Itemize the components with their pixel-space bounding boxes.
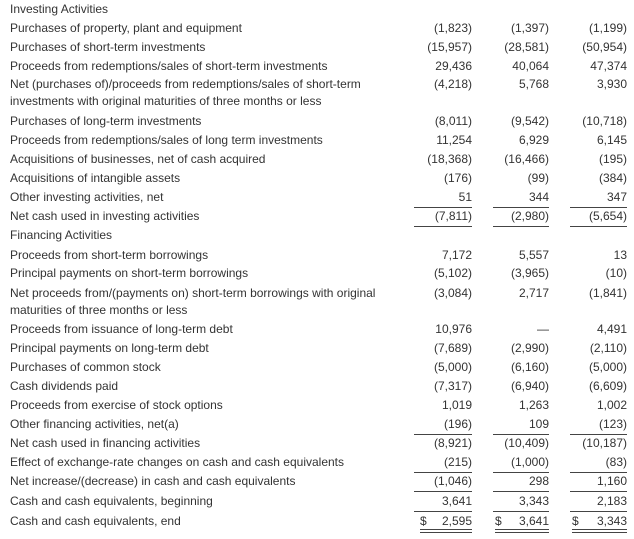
- value-col-1: (3,084): [433, 286, 472, 300]
- value-col-2: 2,717: [518, 286, 549, 300]
- row-label: Other financing activities, net(a): [10, 417, 179, 431]
- row-label: Net (purchases of)/proceeds from redemptions/sales of short-term investments with original maturities of three months or less: [10, 77, 361, 108]
- row-label: Effect of exchange-rate changes on cash and cash equivalents: [10, 455, 345, 469]
- row-label: Principal payments on long-term debt: [10, 341, 209, 355]
- value-col-1: (176): [443, 171, 472, 185]
- value-col-3: (195): [598, 152, 627, 166]
- value-col-3: 1,160: [570, 473, 627, 490]
- value-col-2: 3,641: [518, 514, 549, 528]
- currency-symbol: $: [495, 514, 502, 528]
- value-col-1: (215): [414, 454, 472, 471]
- value-col-3: (384): [598, 171, 627, 185]
- row-label: Purchases of common stock: [10, 360, 161, 374]
- value-col-2: (6,940): [510, 379, 549, 393]
- row-label: Proceeds from redemptions/sales of short-term investments: [10, 59, 328, 73]
- currency-symbol: $: [572, 514, 579, 528]
- value-col-1: (15,957): [427, 40, 472, 54]
- value-col-2: (2,980): [493, 208, 549, 225]
- value-col-2: 298: [493, 473, 549, 490]
- value-col-2: 5,557: [518, 248, 549, 262]
- row-label: Purchases of property, plant and equipment: [10, 21, 242, 35]
- value-col-1: 10,976: [435, 322, 472, 336]
- value-col-2: 1,263: [518, 398, 549, 412]
- value-col-1: (5,102): [433, 266, 472, 280]
- value-col-1: (5,000): [433, 360, 472, 374]
- value-col-2: 6,929: [518, 133, 549, 147]
- row-label: Net cash used in financing activities: [10, 436, 201, 450]
- value-col-1: (18,368): [427, 152, 472, 166]
- section-heading: Investing Activities: [10, 2, 109, 16]
- value-col-1: 11,254: [436, 133, 472, 147]
- row-label: Cash dividends paid: [10, 379, 119, 393]
- currency-symbol: $: [420, 514, 427, 528]
- value-col-3: (50,954): [582, 40, 627, 54]
- section-heading: Financing Activities: [10, 228, 113, 242]
- value-col-3: 1,002: [596, 398, 627, 412]
- row-label: Proceeds from redemptions/sales of long term investments: [10, 133, 323, 147]
- value-col-1: (8,011): [434, 114, 472, 128]
- value-col-1: (1,823): [433, 21, 472, 35]
- row-label: Cash and cash equivalents, beginning: [10, 494, 213, 508]
- value-col-1: (4,218): [433, 77, 472, 91]
- value-col-3: (10,718): [582, 114, 627, 128]
- value-col-2: (28,581): [504, 40, 549, 54]
- row-label: Proceeds from exercise of stock options: [10, 398, 223, 412]
- value-col-3: (5,654): [570, 208, 627, 225]
- value-col-3: (83): [570, 454, 627, 471]
- value-col-3: 3,343: [596, 514, 627, 528]
- value-col-2: —: [537, 322, 549, 336]
- row-label: Other investing activities, net: [10, 190, 164, 204]
- value-col-2: (6,160): [510, 360, 549, 374]
- value-col-3: (123): [570, 416, 627, 433]
- value-col-2: 5,768: [518, 77, 549, 91]
- value-col-3: 13: [613, 248, 627, 262]
- value-col-3: (10): [605, 266, 627, 280]
- value-col-3-cell: [572, 513, 627, 530]
- value-col-1: (1,046): [414, 473, 472, 490]
- value-col-2-cell: [495, 513, 549, 530]
- value-col-1: (7,317): [433, 379, 472, 393]
- value-col-2: 40,064: [512, 59, 549, 73]
- row-label: Proceeds from issuance of long-term debt: [10, 322, 233, 336]
- value-col-1: 2,595: [441, 514, 472, 528]
- value-col-2: 3,343: [493, 493, 549, 510]
- value-col-3: 2,183: [570, 493, 627, 510]
- value-col-3: 3,930: [596, 77, 627, 91]
- value-col-2: (9,542): [510, 114, 549, 128]
- row-label: Cash and cash equivalents, end: [10, 514, 181, 528]
- row-label: Proceeds from short-term borrowings: [10, 248, 209, 262]
- value-col-1-cell: [420, 513, 472, 530]
- value-col-1: (8,921): [433, 436, 472, 450]
- value-col-1: (7,689): [433, 341, 472, 355]
- value-col-3: (5,000): [588, 360, 627, 374]
- value-col-1: 3,641: [414, 493, 472, 510]
- value-col-3: 347: [570, 189, 627, 206]
- value-col-2: (1,397): [510, 21, 549, 35]
- value-col-3: (6,609): [588, 379, 627, 393]
- value-col-2: 344: [493, 189, 549, 206]
- value-col-3: (1,841): [588, 286, 627, 300]
- row-label: Purchases of long-term investments: [10, 114, 202, 128]
- row-label: Principal payments on short-term borrowings: [10, 266, 249, 280]
- value-col-1: (196): [414, 416, 472, 433]
- row-label: Purchases of short-term investments: [10, 40, 206, 54]
- value-col-1: 29,436: [435, 59, 472, 73]
- value-col-2: (10,409): [504, 436, 549, 450]
- value-col-2: 109: [493, 416, 549, 433]
- value-col-3: 47,374: [590, 59, 627, 73]
- value-col-2: (1,000): [493, 454, 549, 471]
- value-col-3: 6,145: [596, 133, 627, 147]
- row-label: Net increase/(decrease) in cash and cash equivalents: [10, 474, 296, 488]
- value-col-2: (16,466): [504, 152, 549, 166]
- value-col-3: 4,491: [596, 322, 627, 336]
- value-col-1: 7,172: [441, 248, 472, 262]
- value-col-3: (2,110): [589, 341, 627, 355]
- value-col-2: (3,965): [510, 266, 549, 280]
- value-col-2: (2,990): [510, 341, 549, 355]
- value-col-3: (10,187): [582, 436, 627, 450]
- value-col-1: 1,019: [441, 398, 472, 412]
- row-label: Acquisitions of businesses, net of cash acquired: [10, 152, 266, 166]
- value-col-3: (1,199): [588, 21, 627, 35]
- value-col-1: 51: [414, 189, 472, 206]
- row-label: Acquisitions of intangible assets: [10, 171, 181, 185]
- value-col-1: (7,811): [414, 208, 472, 225]
- row-label: Net proceeds from/(payments on) short-term borrowings with original maturities of three months or less: [10, 286, 376, 317]
- row-label: Net cash used in investing activities: [10, 209, 200, 223]
- value-col-2: (99): [527, 171, 549, 185]
